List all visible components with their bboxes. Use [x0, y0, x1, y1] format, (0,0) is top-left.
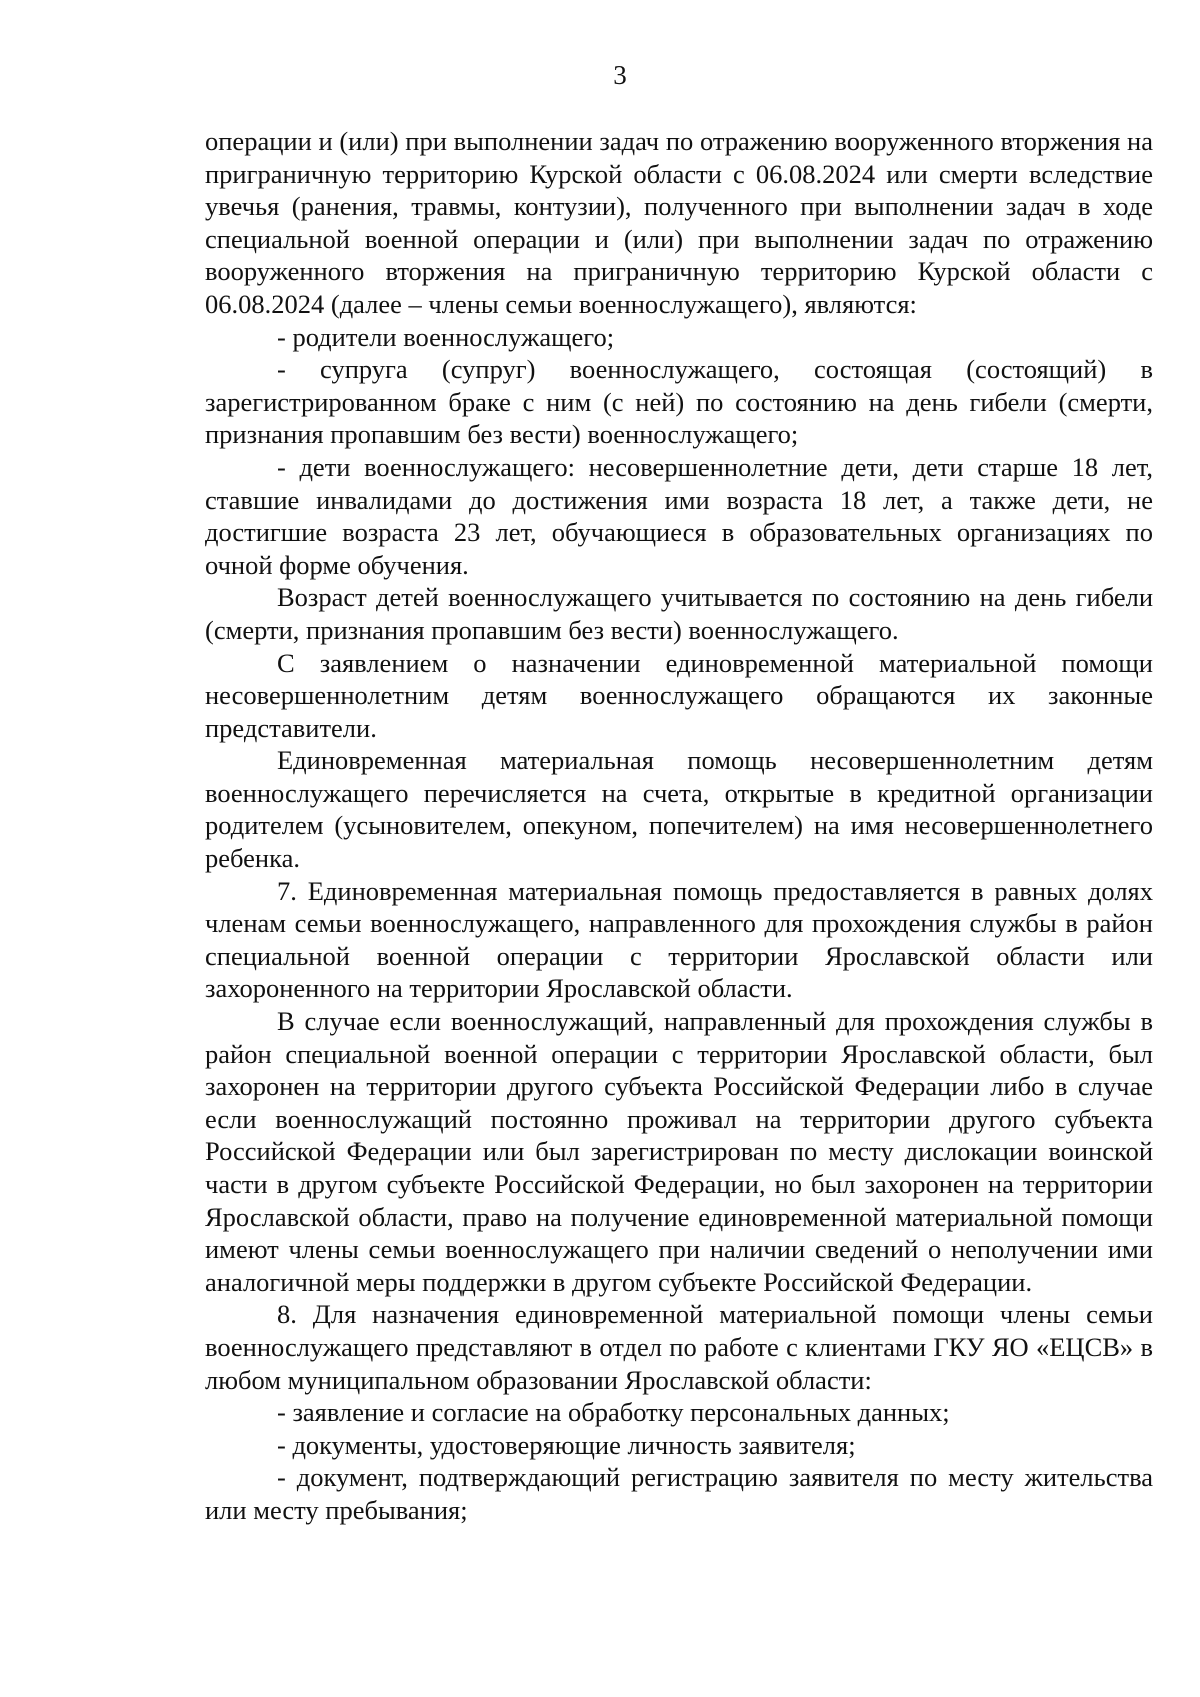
- list-item-spouse: - супруга (супруг) военнослужащего, состоящая (состоящий) в зарегистрированном браке с ним (с ней) по состоянию на день гибели (смерти, признания пропавшим без вести) военнослужащего;: [205, 354, 1153, 450]
- page-number: 3: [613, 60, 627, 90]
- list-item-children: - дети военнослужащего: несовершеннолетние дети, дети старше 18 лет, ставшие инвалидами до достижения ими возраста 18 лет, а также дети, не достигшие возраста 23 лет, обучающиеся в образовательных организациях по очной форме обучения.: [205, 451, 1153, 580]
- paragraph-legal-representatives: С заявлением о назначении единовременной материальной помощи несовершеннолетним детям военнослужащего обращаются их законные представители.: [205, 647, 1153, 743]
- paragraph-payment-accounts: Единовременная материальная помощь несовершеннолетним детям военнослужащего перечисляется на счета, открытые в кредитной организации родителем (усыновителем, опекуном, попечителем) на имя несовершеннолетнего ребенка.: [205, 745, 1153, 874]
- list-item-application: - заявление и согласие на обработку персональных данных;: [277, 1397, 950, 1428]
- list-item-parents: - родители военнослужащего;: [277, 321, 615, 352]
- paragraph-section-7: 7. Единовременная материальная помощь предоставляется в равных долях членам семьи военнослужащего, направленного для прохождения службы в район специальной военной операции с территории Ярославской области или захороненного на территории Ярославской области.: [205, 875, 1153, 1004]
- paragraph-burial-other-region: В случае если военнослужащий, направленный для прохождения службы в район специальной военной операции с территории Ярославской области, был захоронен на территории другого субъекта Российской Федерации либо в случае если военнослужащий постоянно проживал на территории другого субъекта Российской Федерации или был зарегистрирован по месту дислокации воинской части в другом субъекте Российской Федерации, но был захоронен на территории Ярославской области, право на получение единовременной материальной помощи имеют члены семьи военнослужащего при наличии сведений о неполучении ими аналогичной меры поддержки в другом субъекте Российской Федерации.: [205, 1006, 1153, 1297]
- list-item-registration-document: - документ, подтверждающий регистрацию заявителя по месту жительства или месту пребывания;: [205, 1462, 1153, 1525]
- paragraph-section-8: 8. Для назначения единовременной материальной помощи члены семьи военнослужащего представляют в отдел по работе с клиентами ГКУ ЯО «ЕЦСВ» в любом муниципальном образовании Ярославской области:: [205, 1299, 1153, 1395]
- paragraph-continuation: операции и (или) при выполнении задач по отражению вооруженного вторжения на приграничную территорию Курской области с 06.08.2024 или смерти вследствие увечья (ранения, травмы, контузии), полученного при выполнении задач в ходе специальной военной операции и (или) при выполнении задач по отражению вооруженного вторжения на приграничную территорию Курской области с 06.08.2024 (далее – члены семьи военнослужащего), являются:: [205, 126, 1153, 319]
- paragraph-children-age: Возраст детей военнослужащего учитывается по состоянию на день гибели (смерти, признания пропавшим без вести) военнослужащего.: [205, 582, 1153, 645]
- document-body: [205, 125, 1153, 1527]
- list-item-identity-documents: - документы, удостоверяющие личность заявителя;: [277, 1429, 856, 1460]
